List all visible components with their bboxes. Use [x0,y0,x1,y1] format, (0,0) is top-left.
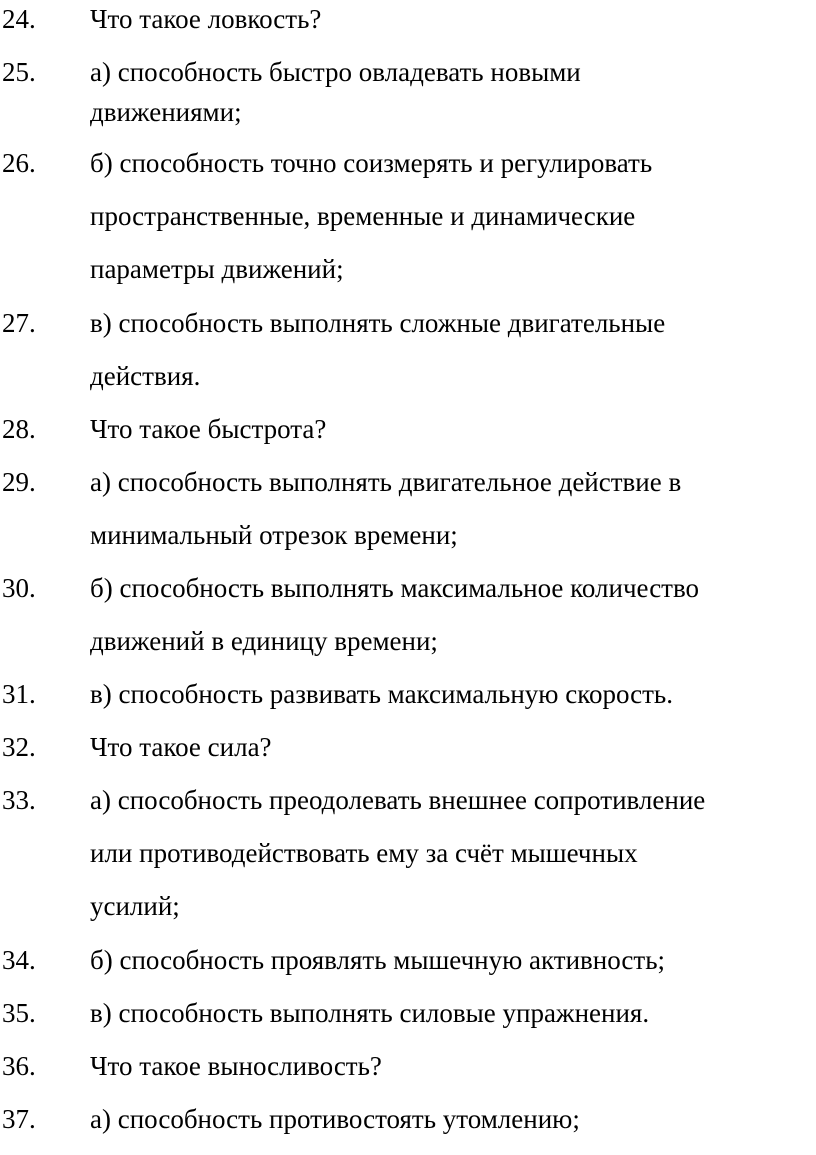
item-text: параметры движений; [90,254,344,284]
item-text: в) способность развивать максимальную скорость. [90,679,673,709]
item-text: б) способность выполнять максимальное количество [90,573,700,603]
item-text: б) способность проявлять мышечную активность; [90,945,666,975]
item-number: 35. [2,998,36,1028]
item-number: 32. [2,732,36,762]
item-text: действия. [90,361,201,391]
item-text: Что такое быстрота? [90,414,327,444]
item-text: б) способность точно соизмерять и регулировать [90,148,653,178]
item-text: или противодействовать ему за счёт мышечных [90,838,638,868]
item-number: 24. [2,4,36,34]
item-text: а) способность выполнять двигательное действие в [90,467,682,497]
item-text: а) способность преодолевать внешнее сопротивление [90,785,706,815]
item-number: 27. [2,308,36,338]
item-number: 30. [2,573,36,603]
item-text: в) способность выполнять сложные двигательные [90,308,666,338]
item-number: 34. [2,945,36,975]
item-text: усилий; [90,891,180,921]
item-number: 26. [2,148,36,178]
item-text: минимальный отрезок времени; [90,520,458,550]
item-text: пространственные, временные и динамические [90,201,636,231]
item-number: 37. [2,1104,36,1134]
item-text: Что такое выносливость? [90,1051,382,1081]
item-text: движениями; [90,97,242,127]
item-text: Что такое сила? [90,732,272,762]
item-text: а) способность противостоять утомлению; [90,1104,580,1134]
item-text: Что такое ловкость? [90,4,322,34]
item-number: 33. [2,785,36,815]
item-number: 29. [2,467,36,497]
item-text: в) способность выполнять силовые упражнения. [90,998,650,1028]
item-number: 28. [2,414,36,444]
item-text: движений в единицу времени; [90,626,438,656]
item-number: 36. [2,1051,36,1081]
item-number: 25. [2,57,36,87]
item-number: 31. [2,679,36,709]
item-text: а) способность быстро овладевать новыми [90,57,581,87]
